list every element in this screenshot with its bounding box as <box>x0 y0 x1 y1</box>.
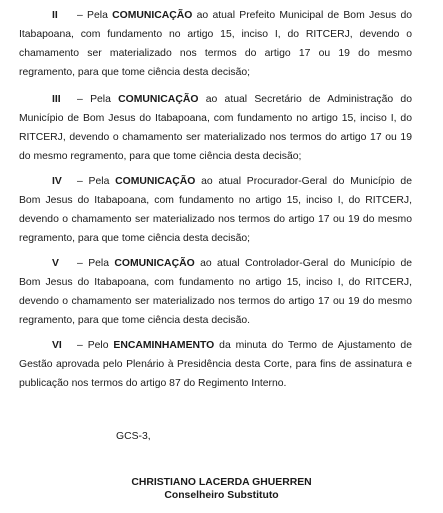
decision-item-iii <box>19 90 412 166</box>
decision-item-ii <box>19 6 412 82</box>
item-number: V <box>52 258 59 269</box>
item-text: ao atual Prefeito Municipal de Bom Jesus do Itabapoana, com fundamento no artigo 15, inciso I, do RITCERJ, devendo o chamamento ser materializado nos termos do artigo 17 ou 19 do mesmo regramento, para que tome ciência desta decisão; <box>19 10 412 78</box>
signatory-name: CHRISTIANO LACERDA GHUERREN <box>131 477 312 488</box>
item-keyword: COMUNICAÇÃO <box>115 176 196 187</box>
decision-item-iv <box>19 172 412 248</box>
item-number: IV <box>52 176 62 187</box>
item-number: III <box>52 94 61 105</box>
item-dash: – Pela <box>77 94 119 105</box>
decision-item-v <box>19 254 412 330</box>
item-keyword: COMUNICAÇÃO <box>112 10 193 21</box>
item-number: VI <box>52 340 62 351</box>
office-code: GCS-3, <box>116 431 151 442</box>
item-text: ao atual Controlador-Geral do Município de Bom Jesus do Itabapoana, com fundamento no artigo 15, inciso I, do RITCERJ, devendo o chamamento ser materializado nos termos do artigo 17 ou 19 do mesmo regramento, para que tome ciência desta decisão. <box>19 258 412 326</box>
item-keyword: COMUNICAÇÃO <box>118 94 199 105</box>
item-dash: – Pela <box>77 258 115 269</box>
item-number: II <box>52 10 58 21</box>
item-dash: – Pelo <box>77 340 114 351</box>
item-keyword: ENCAMINHAMENTO <box>113 340 215 351</box>
decision-item-vi <box>19 336 412 393</box>
item-dash: – Pela <box>77 10 113 21</box>
item-keyword: COMUNICAÇÃO <box>114 258 195 269</box>
signatory-title: Conselheiro Substituto <box>164 490 279 501</box>
item-text: ao atual Secretário de Administração do Município de Bom Jesus do Itabapoana, com fundamento no artigo 15, inciso I, do RITCERJ, devendo o chamamento ser materializado nos termos do artigo 17 ou 19 do mesmo regramento, para que tome ciência desta decisão; <box>19 94 412 162</box>
item-text: ao atual Procurador-Geral do Município de Bom Jesus do Itabapoana, com fundamento no artigo 15, inciso I, do RITCERJ, devendo o chamamento ser materializado nos termos do artigo 17 ou 19 do mesmo regramento, para que tome ciência desta decisão; <box>19 176 412 244</box>
item-dash: – Pela <box>77 176 116 187</box>
item-text: da minuta do Termo de Ajustamento de Gestão aprovada pelo Plenário à Presidência desta Corte, para fins de assinatura e publicação nos termos do artigo 87 do Regimento Interno. <box>19 340 412 389</box>
